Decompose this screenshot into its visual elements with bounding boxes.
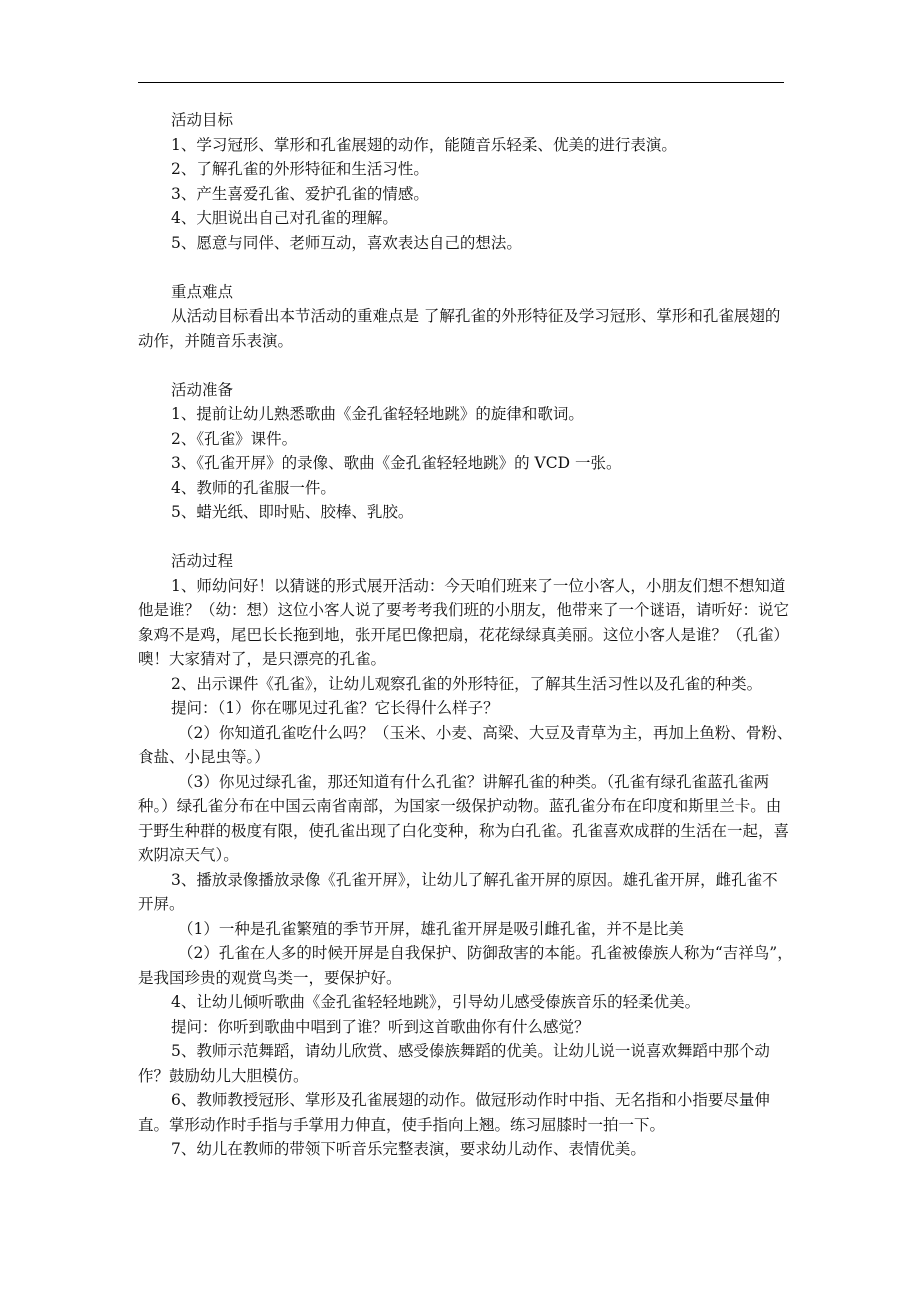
process-paragraph: （2）你知道孔雀吃什么吗？（玉米、小麦、高梁、大豆及青草为主，再加上鱼粉、骨粉、食盐、小昆虫等。） (138, 723, 793, 766)
process-paragraph: （3）你见过绿孔雀，那还知道有什么孔雀？讲解孔雀的种类。（孔雀有绿孔雀蓝孔雀两种。）绿孔雀分布在中国云南省南部，为国家一级保护动物。蓝孔雀分布在印度和斯里兰卡。由于野生种群的极度有限，使孔雀出现了白化变种，称为白孔雀。孔雀喜欢成群的生活在一起，喜欢阴凉天气）。 (138, 772, 790, 864)
key-points-section (138, 280, 793, 354)
preparation-item: 2、《孔雀》课件。 (171, 429, 298, 448)
document-body (138, 108, 793, 1186)
goal-item: 2、了解孔雀的外形特征和生活习性。 (171, 160, 429, 178)
key-points-heading: 重点难点 (171, 282, 234, 301)
process-paragraph: 7、幼儿在教师的带领下听音乐完整表演，要求幼儿动作、表情优美。 (171, 1140, 646, 1158)
goals-section (171, 108, 793, 255)
preparation-section (171, 378, 793, 525)
process-paragraph: （1）一种是孔雀繁殖的季节开屏，雄孔雀开屏是吸引雌孔雀，并不是比美 (178, 919, 684, 938)
process-paragraph: 5、教师示范舞蹈，请幼儿欣赏、感受傣族舞蹈的优美。让幼儿说一说喜欢舞蹈中那个动作？鼓励幼儿大胆模仿。 (138, 1042, 770, 1085)
process-section (138, 549, 793, 1162)
preparation-item: 1、提前让幼儿熟悉歌曲《金孔雀轻轻地跳》的旋律和歌词。 (171, 405, 584, 423)
process-paragraph: 6、教师教授冠形、掌形及孔雀展翅的动作。做冠形动作时中指、无名指和小指要尽量伸直。掌形动作时手指与手掌用力伸直，使手指向上翘。练习屈膝时一拍一下。 (138, 1091, 770, 1134)
goal-item: 1、学习冠形、掌形和孔雀展翅的动作，能随音乐轻柔、优美的进行表演。 (171, 135, 677, 154)
key-points-text: 从活动目标看出本节活动的重难点是 了解孔雀的外形特征及学习冠形、掌形和孔雀展翅的动作，并随音乐表演。 (138, 307, 781, 350)
process-paragraph: （2）孔雀在人多的时候开屏是自我保护、防御敌害的本能。孔雀被傣族人称为“吉祥鸟”，是我国珍贵的观赏鸟类一，要保护好。 (138, 944, 793, 987)
preparation-item: 3、《孔雀开屏》的录像、歌曲《金孔雀轻轻地跳》的 VCD 一张。 (171, 454, 622, 472)
header-rule (138, 82, 784, 83)
process-paragraph: 3、播放录像播放录像《孔雀开屏》，让幼儿了解孔雀开屏的原因。雄孔雀开屏，雌孔雀不开屏。 (138, 870, 778, 913)
goal-item: 5、愿意与同伴、老师互动，喜欢表达自己的想法。 (171, 233, 522, 252)
goal-item: 4、大胆说出自己对孔雀的理解。 (171, 209, 398, 227)
preparation-item: 5、蜡光纸、即时贴、胶棒、乳胶。 (171, 503, 414, 521)
process-paragraph: 提问：（1）你在哪见过孔雀？它长得什么样子？ (171, 699, 499, 717)
preparation-heading: 活动准备 (171, 380, 234, 399)
preparation-item: 4、教师的孔雀服一件。 (171, 478, 336, 497)
process-paragraph: 4、让幼儿倾听歌曲《金孔雀轻轻地跳》，引导幼儿感受傣族音乐的轻柔优美。 (171, 993, 701, 1011)
process-paragraph: 2、出示课件《孔雀》，让幼儿观察孔雀的外形特征，了解其生活习性以及孔雀的种类。 (171, 674, 763, 693)
process-heading: 活动过程 (171, 552, 234, 570)
process-paragraph: 提问：你听到歌曲中唱到了谁？听到这首歌曲你有什么感觉？ (171, 1017, 590, 1036)
process-paragraph: 1、师幼问好！以猜谜的形式展开活动：今天咱们班来了一位小客人，小朋友们想不想知道他是谁？（幼：想）这位小客人说了要考考我们班的小朋友，他带来了一个谜语，请听好：说它象鸡不是鸡，尾巴长长拖到地，张开尾巴像把扇，花花绿绿真美丽。这位小客人是谁？（孔雀）噢！大家猜对了，是只漂亮的孔雀。 (138, 576, 790, 668)
goals-heading: 活动目标 (171, 111, 234, 129)
goal-item: 3、产生喜爱孔雀、爱护孔雀的情感。 (171, 184, 429, 203)
